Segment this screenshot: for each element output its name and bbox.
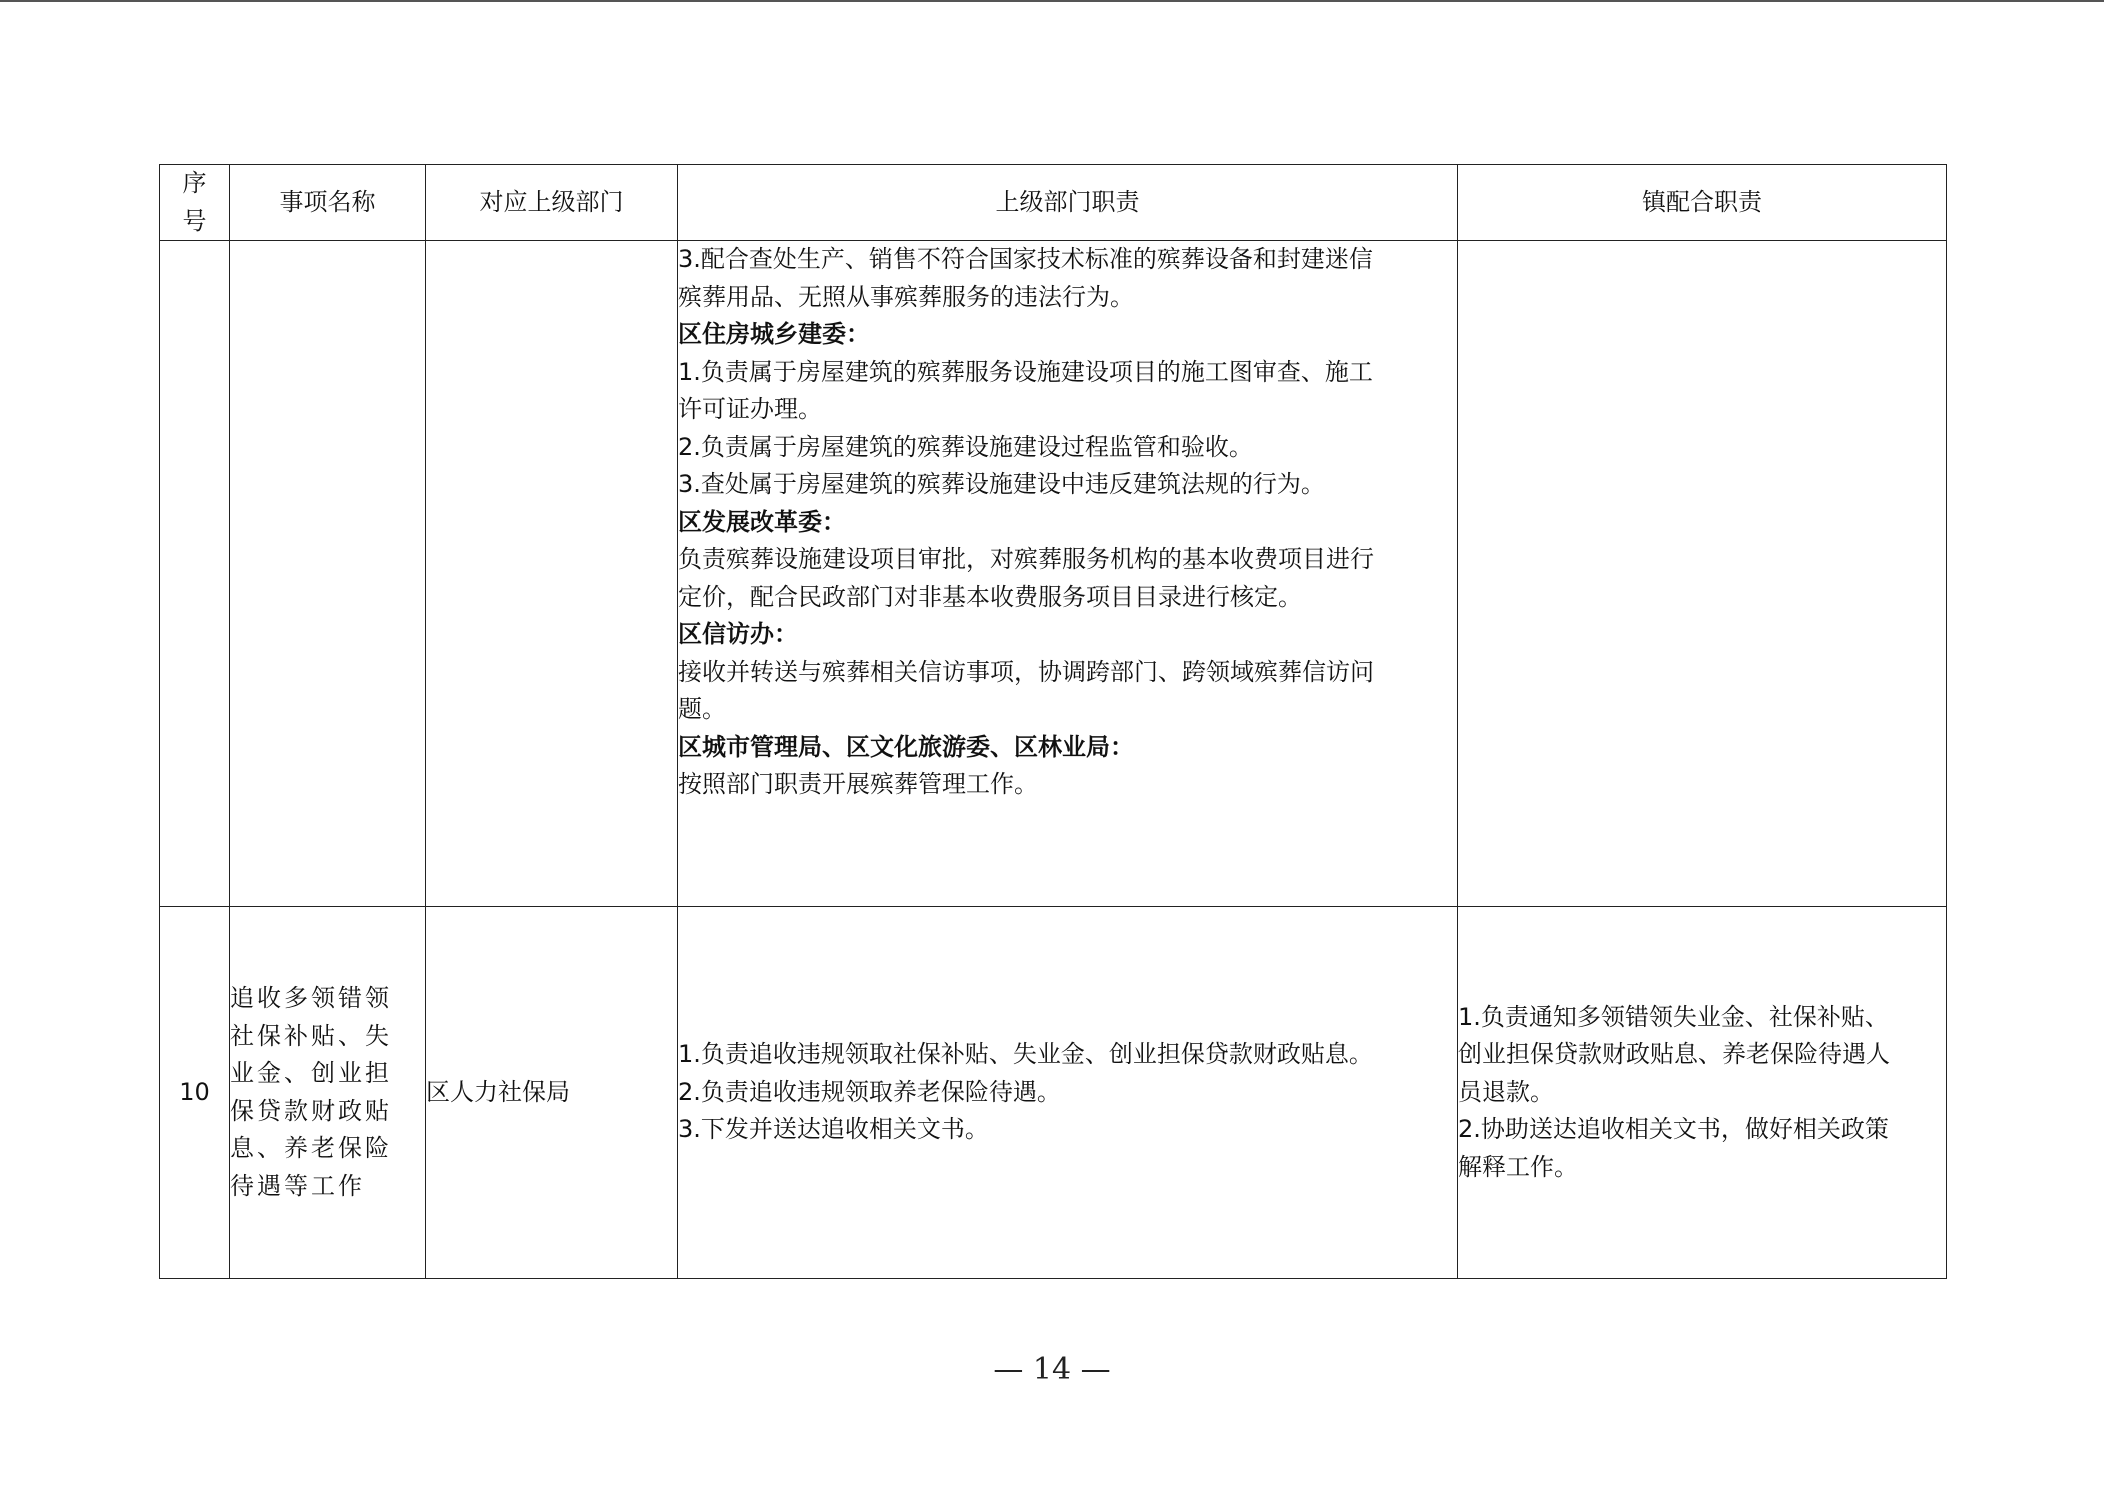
cell-seq-empty	[160, 241, 230, 907]
header-seq-line-2: 号	[182, 206, 207, 235]
superior-duty-line: 按照部门职责开展殡葬管理工作。	[678, 770, 1038, 798]
table-header-row	[160, 165, 1947, 241]
superior-duty-10-line: 3.下发并送达追收相关文书。	[678, 1115, 989, 1144]
page-top-border	[0, 0, 2104, 2]
superior-duty-line: 区信访办：	[678, 620, 798, 648]
superior-duty-line: 殡葬用品、无照从事殡葬服务的违法行为。	[678, 282, 1134, 311]
item-name-line: 待遇等工作	[230, 1171, 365, 1200]
header-superior-dept: 对应上级部门	[426, 165, 678, 241]
cell-item-name-empty	[230, 241, 426, 907]
table-row-continued	[160, 241, 1947, 907]
item-name-line: 息、养老保险	[230, 1134, 392, 1162]
superior-duty-line: 接收并转送与殡葬相关信访事项，协调跨部门、跨领域殡葬信访问	[678, 657, 1374, 686]
cell-town-duties-empty	[1458, 241, 1947, 907]
superior-duty-line: 1.负责属于房屋建筑的殡葬服务设施建设项目的施工图审查、施工	[678, 357, 1373, 386]
header-town-duties: 镇配合职责	[1458, 165, 1947, 241]
cell-superior-dept-10: 区人力社保局	[426, 907, 678, 1279]
town-duty-10-line: 解释工作。	[1458, 1152, 1578, 1181]
header-superior-duties: 上级部门职责	[678, 165, 1458, 241]
header-item-name: 事项名称	[230, 165, 426, 241]
cell-superior-dept-empty	[426, 241, 678, 907]
superior-duty-line: 题。	[678, 695, 726, 723]
superior-duty-line: 3.查处属于房屋建筑的殡葬设施建设中违反建筑法规的行为。	[678, 470, 1325, 498]
superior-duty-10-line: 1.负责追收违规领取社保补贴、失业金、创业担保贷款财政贴息。	[678, 1040, 1373, 1069]
item-name-line: 业金、创业担	[230, 1059, 392, 1087]
superior-duty-line: 区城市管理局、区文化旅游委、区林业局：	[678, 732, 1134, 761]
cell-seq-10: 10	[160, 907, 230, 1279]
superior-duty-line: 区住房城乡建委：	[678, 320, 870, 348]
superior-duty-line: 区发展改革委：	[678, 507, 846, 536]
town-duty-10-line: 创业担保贷款财政贴息、养老保险待遇人	[1458, 1040, 1890, 1069]
town-duty-10-line: 1.负责通知多领错领失业金、社保补贴、	[1458, 1002, 1889, 1031]
superior-duty-line: 定价，配合民政部门对非基本收费服务项目目录进行核定。	[678, 582, 1302, 611]
cell-superior-duties-10	[678, 907, 1458, 1279]
header-seq	[160, 165, 230, 241]
superior-duty-line: 2.负责属于房屋建筑的殡葬设施建设过程监管和验收。	[678, 432, 1253, 461]
header-seq-line-1: 序	[182, 169, 207, 197]
superior-duty-line: 负责殡葬设施建设项目审批，对殡葬服务机构的基本收费项目进行	[678, 545, 1374, 573]
item-name-line: 追收多领错领	[230, 984, 392, 1012]
superior-duty-10-line: 2.负责追收违规领取养老保险待遇。	[678, 1077, 1061, 1106]
duty-table	[159, 164, 1947, 1279]
cell-town-duties-10	[1458, 907, 1947, 1279]
table-row-10	[160, 907, 1947, 1279]
superior-duty-line: 许可证办理。	[678, 395, 822, 423]
cell-item-name-10	[230, 907, 426, 1279]
page-number: — 14 —	[993, 1352, 1111, 1387]
superior-duty-line: 3.配合查处生产、销售不符合国家技术标准的殡葬设备和封建迷信	[678, 245, 1373, 273]
item-name-line: 保贷款财政贴	[230, 1096, 392, 1125]
town-duty-10-line: 2.协助送达追收相关文书，做好相关政策	[1458, 1115, 1889, 1144]
cell-superior-duties-continued	[678, 241, 1458, 907]
item-name-line: 社保补贴、失	[230, 1021, 392, 1050]
town-duty-10-line: 员退款。	[1458, 1077, 1554, 1106]
